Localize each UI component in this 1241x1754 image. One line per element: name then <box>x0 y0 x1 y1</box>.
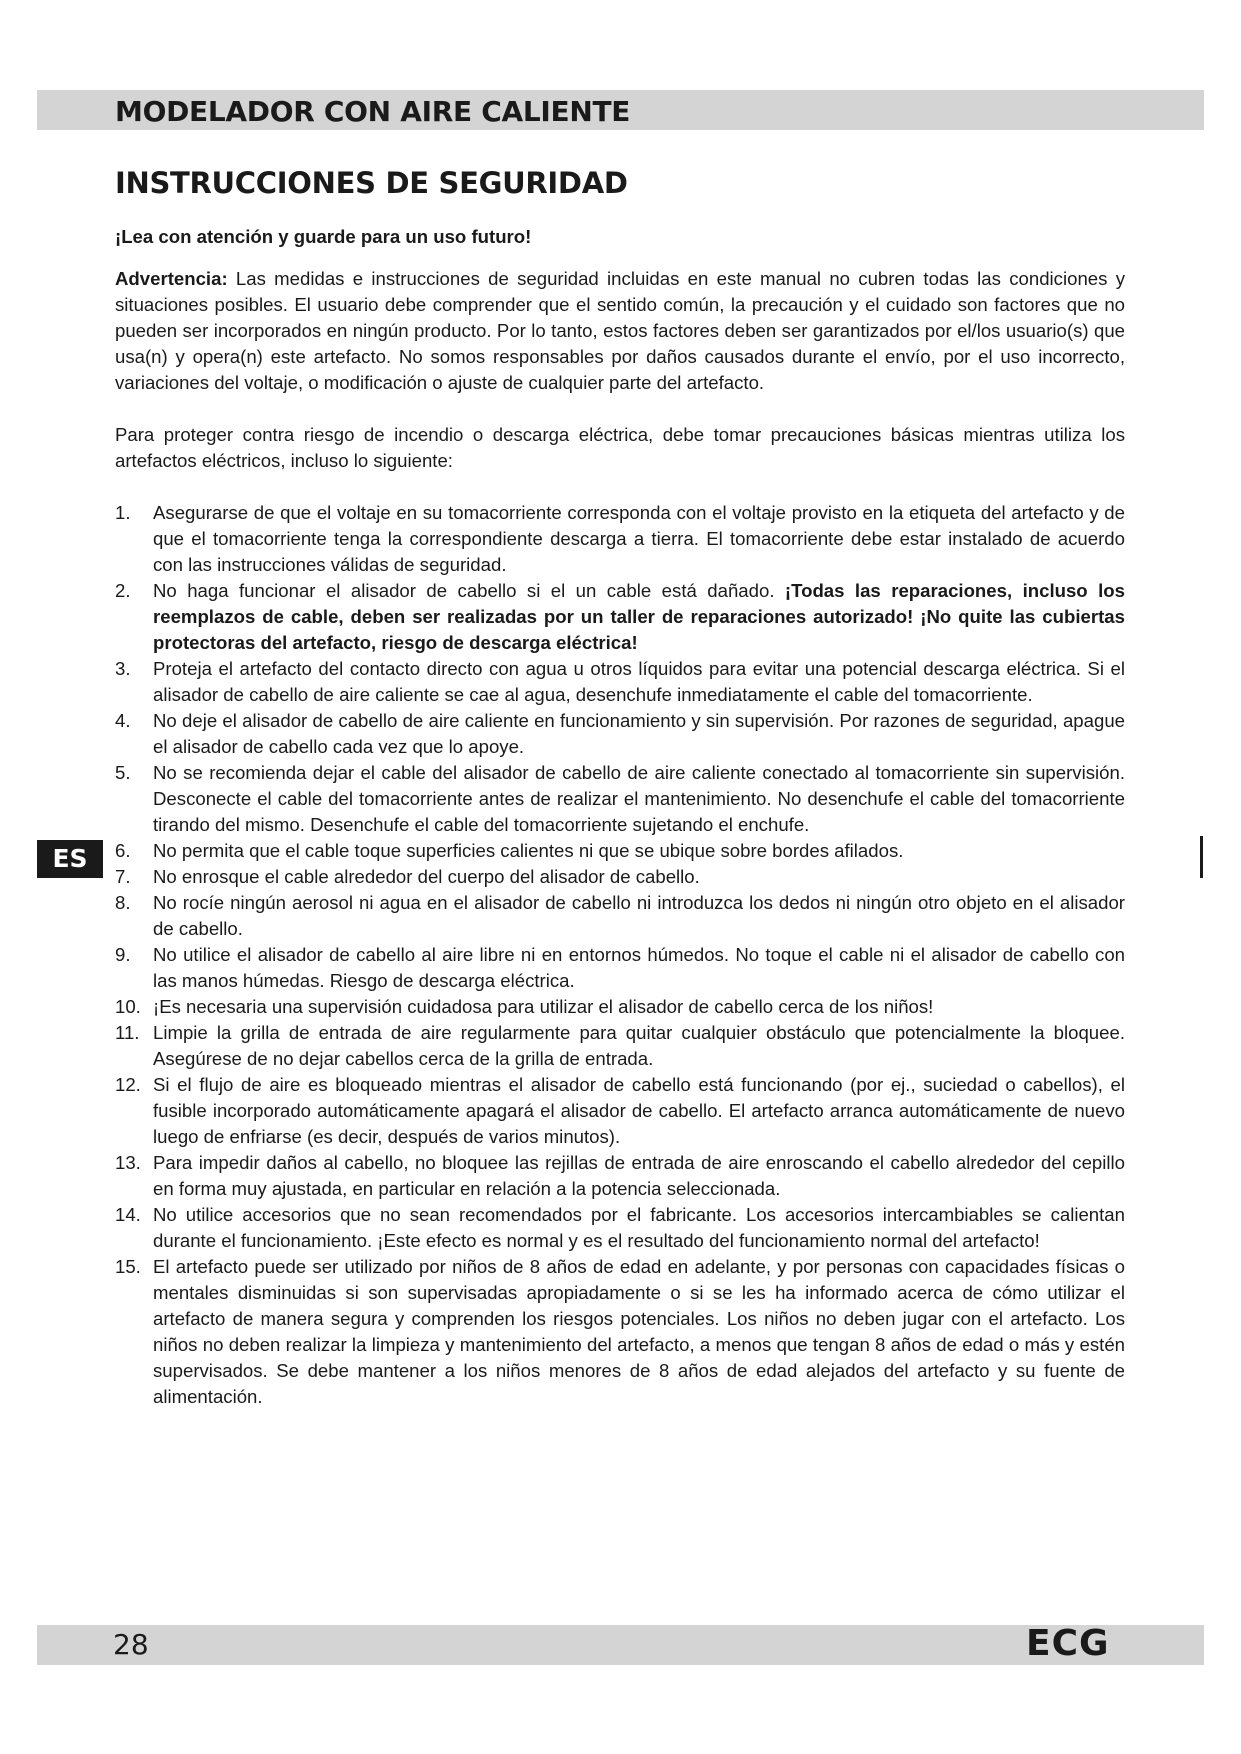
page-edge-marker <box>1200 836 1203 878</box>
list-item <box>115 864 1125 890</box>
item-number: 3. <box>115 658 131 679</box>
item-text: No se recomienda dejar el cable del alisador de cabello de aire caliente conectado al tomacorriente sin supervisión. Desconecte el cable del tomacorriente antes de realizar el mantenimiento. No desenchufe el cable del tomacorriente tirando del mismo. Desenchufe el cable del tomacorriente sujetando el enchufe. <box>153 762 1125 835</box>
warning-text: Las medidas e instrucciones de seguridad incluidas en este manual no cubren todas las condiciones y situaciones posibles. El usuario debe comprender que el sentido común, la precaución y el cuidado son factores que no pueden ser incorporados en ningún producto. Por lo tanto, estos factores deben ser garantizados por el/los usuario(s) que usa(n) y opera(n) este artefacto. No somos responsables por daños causados durante el envío, por el uso incorrecto, variaciones del voltaje, o modificación o ajuste de cualquier parte del artefacto. <box>115 268 1125 393</box>
item-number: 11. <box>115 1022 140 1043</box>
item-text: No rocíe ningún aerosol ni agua en el alisador de cabello ni introduzca los dedos ni ningún otro objeto en el alisador de cabello. <box>153 892 1125 939</box>
item-text: El artefacto puede ser utilizado por niños de 8 años de edad en adelante, y por personas con capacidades físicas o mentales disminuidas si son supervisadas apropiadamente o si se les ha informado acerca de cómo utilizar el artefacto de manera segura y comprenden los riesgos potenciales. Los niños no deben jugar con el artefacto. Los niños no deben realizar la limpieza y mantenimiento del artefacto, a menos que tengan 8 años de edad o más y estén supervisados. Se debe mantener a los niños menores de 8 años de edad alejados del artefacto y su fuente de alimentación. <box>153 1256 1125 1407</box>
item-number: 10. <box>115 996 141 1017</box>
item-number: 13. <box>115 1152 141 1173</box>
item-text: Para impedir daños al cabello, no bloquee las rejillas de entrada de aire enroscando el cabello alrededor del cepillo en forma muy ajustada, en particular en relación a la potencia seleccionada. <box>153 1152 1125 1199</box>
item-number: 4. <box>115 710 131 731</box>
warning-label: Advertencia: <box>115 268 228 289</box>
lead-text: ¡Lea con atención y guarde para un uso futuro! <box>115 226 532 247</box>
product-title: MODELADOR CON AIRE CALIENTE <box>115 95 631 128</box>
item-number: 5. <box>115 762 131 783</box>
language-tab: ES <box>37 840 103 878</box>
item-text: No deje el alisador de cabello de aire caliente en funcionamiento y sin supervisión. Por razones de seguridad, apague el alisador de cabello cada vez que lo apoye. <box>153 710 1125 757</box>
item-number: 12. <box>115 1074 141 1095</box>
item-text: No utilice accesorios que no sean recomendados por el fabricante. Los accesorios intercambiables se calientan durante el funcionamiento. ¡Este efecto es normal y es el resultado del funcionamiento normal del artefacto! <box>153 1204 1125 1251</box>
list-item <box>115 708 1125 760</box>
list-item <box>115 890 1125 942</box>
list-item <box>115 1202 1125 1254</box>
list-item <box>115 994 1125 1020</box>
item-number: 6. <box>115 840 131 861</box>
list-item <box>115 838 1125 864</box>
list-item <box>115 942 1125 994</box>
item-text: No utilice el alisador de cabello al aire libre ni en entornos húmedos. No toque el cable ni el alisador de cabello con las manos húmedas. Riesgo de descarga eléctrica. <box>153 944 1125 991</box>
item-text: No enrosque el cable alrededor del cuerpo del alisador de cabello. <box>153 866 700 887</box>
page-number: 28 <box>113 1628 149 1661</box>
list-item <box>115 1254 1125 1410</box>
item-number: 7. <box>115 866 131 887</box>
list-item <box>115 500 1125 578</box>
item-number: 15. <box>115 1256 141 1277</box>
list-item <box>115 578 1125 656</box>
item-number: 9. <box>115 944 131 965</box>
item-text: Proteja el artefacto del contacto directo con agua u otros líquidos para evitar una potencial descarga eléctrica. Si el alisador de cabello de aire caliente se cae al agua, desenchufe inmediatamente el cable del tomacorriente. <box>153 658 1125 705</box>
safety-rules-list <box>115 500 1125 1410</box>
intro-paragraph: Para proteger contra riesgo de incendio o descarga eléctrica, debe tomar precauciones básicas mientras utiliza los artefactos eléctricos, incluso lo siguiente: <box>115 424 1125 471</box>
item-text: Limpie la grilla de entrada de aire regularmente para quitar cualquier obstáculo que potencialmente la bloquee. Asegúrese de no dejar cabellos cerca de la grilla de entrada. <box>153 1022 1125 1069</box>
item-bold-text: ¡Todas las reparaciones, incluso los reemplazos de cable, deben ser realizadas por un taller de reparaciones autorizado! ¡No quite las cubiertas protectoras del artefacto, riesgo de descarga eléctrica! <box>153 580 1125 653</box>
item-number: 14. <box>115 1204 141 1225</box>
section-title: INSTRUCCIONES DE SEGURIDAD <box>115 166 628 200</box>
list-item <box>115 1072 1125 1150</box>
warning-paragraph <box>115 266 1125 396</box>
item-text: Si el flujo de aire es bloqueado mientras el alisador de cabello está funcionando (por ej., suciedad o cabellos), el fusible incorporado automáticamente apagará el alisador de cabello. El artefacto arranca automáticamente de nuevo luego de enfriarse (es decir, después de varios minutos). <box>153 1074 1125 1147</box>
list-item <box>115 760 1125 838</box>
item-text: ¡Es necesaria una supervisión cuidadosa para utilizar el alisador de cabello cerca de los niños! <box>153 996 934 1017</box>
item-number: 8. <box>115 892 131 913</box>
list-item <box>115 1020 1125 1072</box>
item-number: 1. <box>115 502 131 523</box>
list-item <box>115 656 1125 708</box>
list-item <box>115 1150 1125 1202</box>
safety-content <box>115 224 1125 1410</box>
item-number: 2. <box>115 580 131 601</box>
item-text: No permita que el cable toque superficies calientes ni que se ubique sobre bordes afilados. <box>153 840 904 861</box>
item-text: Asegurarse de que el voltaje en su tomacorriente corresponda con el voltaje provisto en la etiqueta del artefacto y de que el tomacorriente tenga la correspondiente descarga a tierra. El tomacorriente debe estar instalado de acuerdo con las instrucciones válidas de seguridad. <box>153 502 1125 575</box>
brand-logo: ECG <box>1026 1623 1110 1664</box>
item-text: No haga funcionar el alisador de cabello si el un cable está dañado. <box>153 580 785 601</box>
